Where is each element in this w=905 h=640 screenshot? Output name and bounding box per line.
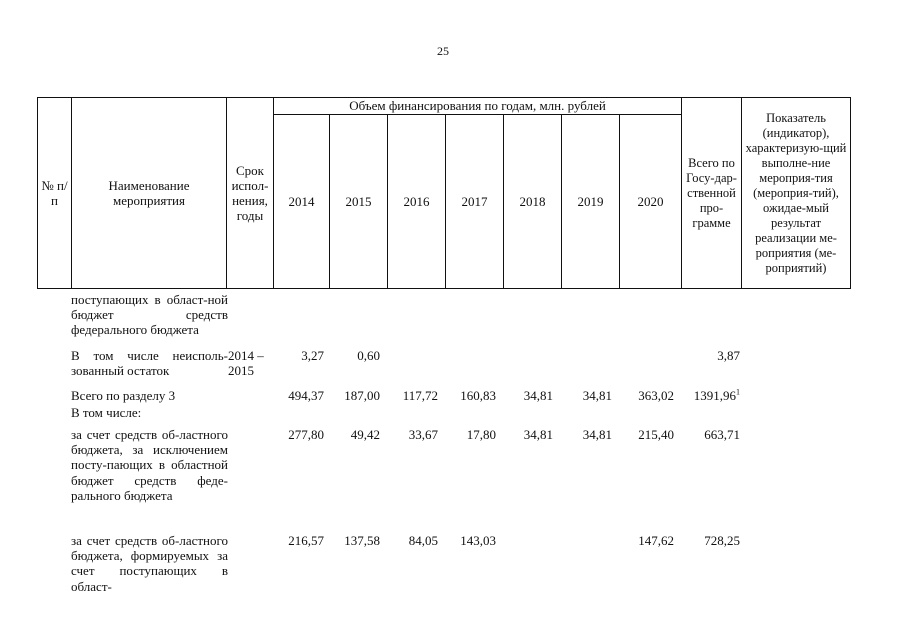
row-value-2020: 363,02: [638, 388, 674, 403]
table-body: [37, 290, 849, 603]
row-value-2017: 143,03: [460, 533, 496, 548]
header-num: № п/п: [38, 98, 72, 289]
table-row: [37, 427, 849, 533]
row-total: 663,71: [704, 427, 740, 442]
header-total: Всего по Госу-дар-ственной про-грамме: [682, 98, 742, 289]
table-row: [37, 388, 849, 405]
row-value-2019: 34,81: [582, 388, 612, 403]
page-number: 25: [437, 44, 449, 58]
row-value-2015: 49,42: [350, 427, 380, 442]
row-value-2019: 34,81: [582, 427, 612, 442]
row-value-2017: 17,80: [466, 427, 496, 442]
header-year: 2015: [330, 115, 388, 289]
header-year: 2020: [620, 115, 682, 289]
header-indicator: Показатель (индикатор), характеризую-щий выполне-ние мероприя-тия (мероприя-тий), ожидае-мый результат реализации ме-роприятия (ме-роприятий): [742, 98, 851, 289]
row-name: Всего по разделу 3: [71, 388, 176, 403]
row-value-2016: 117,72: [402, 388, 438, 403]
row-value-2015: 137,58: [344, 533, 380, 548]
row-value-2018: 34,81: [523, 427, 553, 442]
row-value-2016: 84,05: [408, 533, 438, 548]
row-value-2016: 33,67: [408, 427, 438, 442]
row-value-2015: 187,00: [344, 388, 380, 403]
table-header: [37, 97, 851, 289]
row-name: поступающих в област-ной бюджет средств федерального бюджета: [71, 292, 228, 338]
row-total-value: 1391,96: [693, 388, 736, 403]
row-value-2015: 0,60: [357, 348, 380, 363]
header-funding-group: Объем финансирования по годам, млн. рублей: [274, 98, 682, 115]
footnote-marker: 1: [736, 387, 740, 397]
row-value-2014: 216,57: [288, 533, 324, 548]
row-value-2020: 215,40: [638, 427, 674, 442]
table-row: [37, 290, 849, 348]
row-name: В том числе неисполь-зованный остаток: [71, 348, 228, 379]
row-term: 2014 – 2015: [228, 348, 264, 379]
row-value-2017: 160,83: [460, 388, 496, 403]
row-name: за счет средств об-ластного бюджета, формируемых за счет поступающих в област-: [71, 533, 228, 594]
row-value-2014: 277,80: [288, 427, 324, 442]
table-row: [37, 405, 849, 427]
table-row: [37, 533, 849, 603]
row-value-2018: 34,81: [523, 388, 553, 403]
header-name: Наименование мероприятия: [72, 98, 227, 289]
header-year: 2016: [388, 115, 446, 289]
header-year: 2019: [562, 115, 620, 289]
row-value-2020: 147,62: [638, 533, 674, 548]
header-term: Срок испол-нения, годы: [227, 98, 274, 289]
table-row: [37, 348, 849, 388]
header-year: 2018: [504, 115, 562, 289]
row-total: [677, 388, 740, 403]
row-name: за счет средств об-ластного бюджета, за исключением посту-пающих в областной бюджет средств феде-рального бюджета: [71, 427, 228, 503]
row-name: В том числе:: [71, 405, 142, 420]
row-value-2014: 494,37: [288, 388, 324, 403]
header-year: 2014: [274, 115, 330, 289]
row-value-2014: 3,27: [301, 348, 324, 363]
row-total: 3,87: [717, 348, 740, 363]
row-total: 728,25: [704, 533, 740, 548]
header-year: 2017: [446, 115, 504, 289]
